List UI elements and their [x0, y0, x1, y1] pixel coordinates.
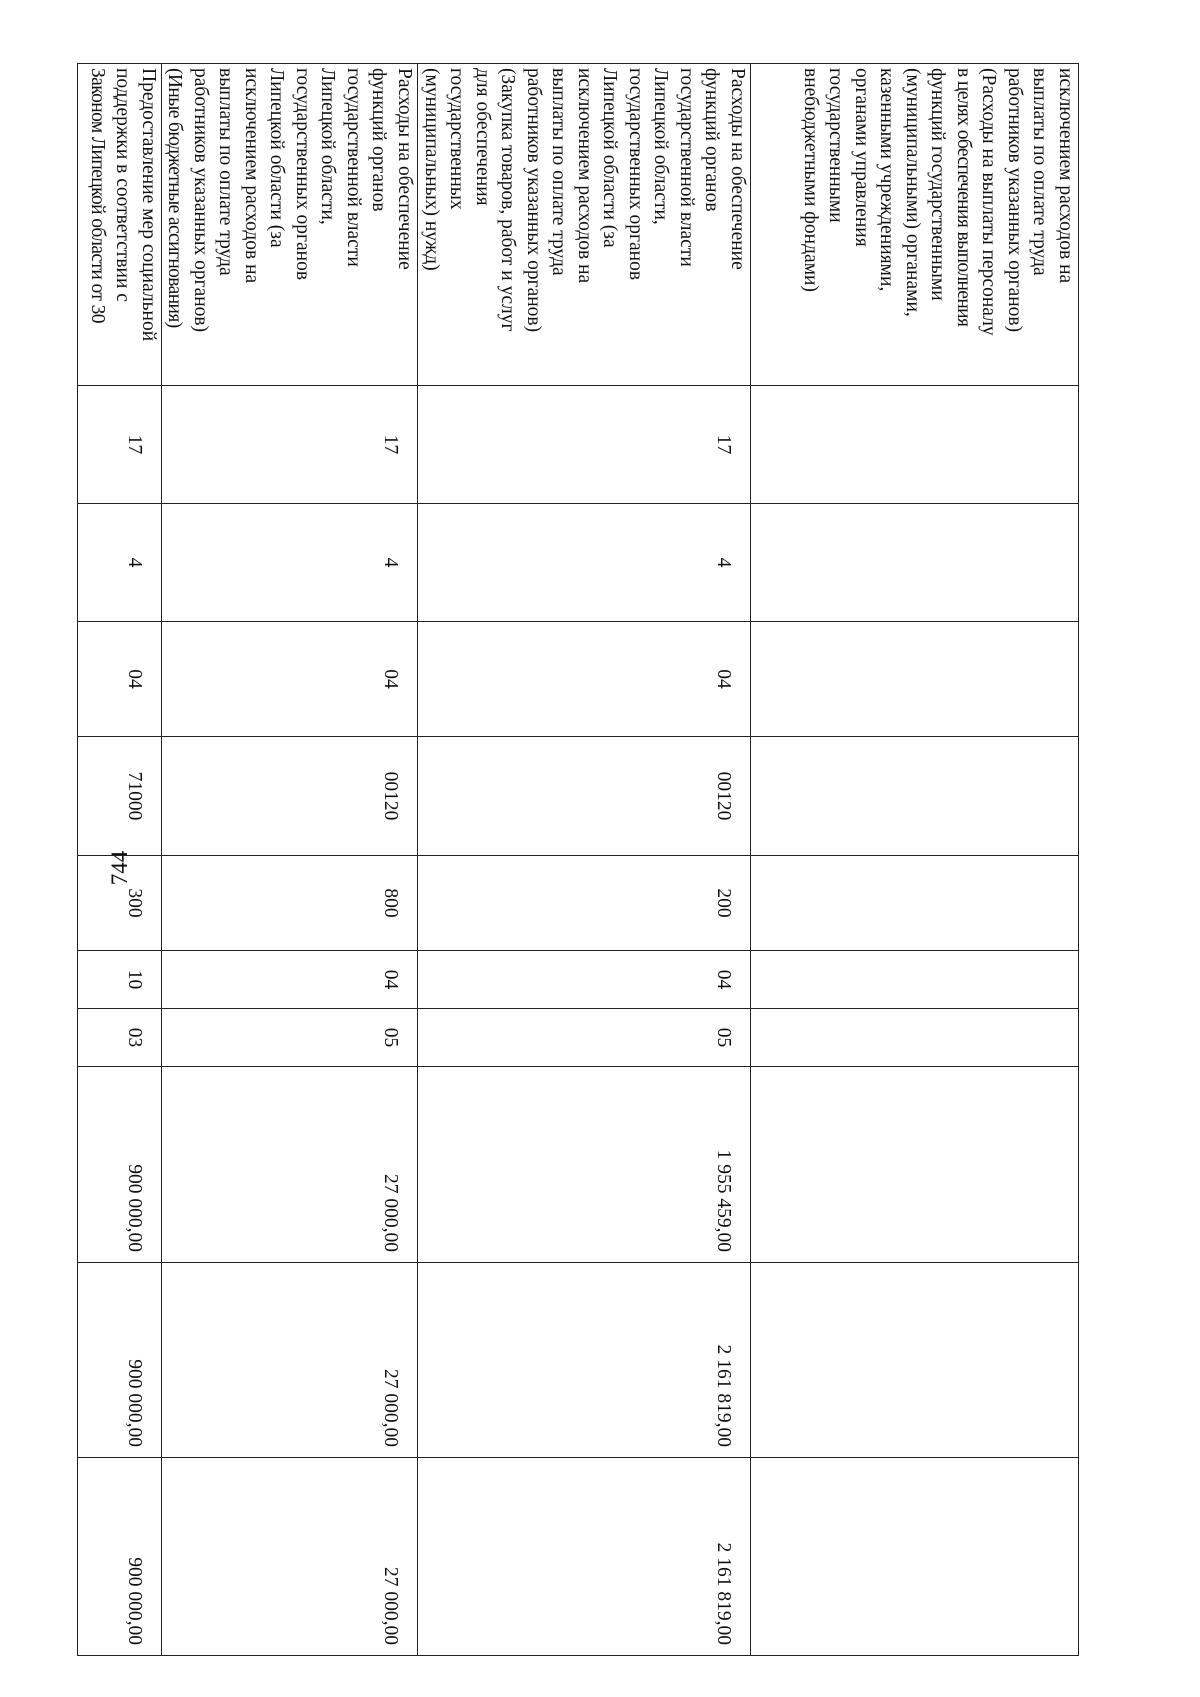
table-cell: 4 [418, 504, 751, 622]
table-cell: 00120 [162, 737, 418, 856]
amount-cell: 900 000,00 [78, 1458, 162, 1656]
table-cell [751, 856, 1079, 951]
table-row [418, 64, 751, 1656]
table-cell [751, 737, 1079, 856]
table-cell: 17 [418, 386, 751, 504]
table-cell: 05 [162, 1009, 418, 1067]
table-cell: 04 [418, 622, 751, 737]
table-cell [751, 622, 1079, 737]
amount-cell: 2 161 819,00 [418, 1458, 751, 1656]
table-cell: 04 [162, 622, 418, 737]
amount-cell: 1 955 459,00 [418, 1067, 751, 1263]
amount-cell [751, 1458, 1079, 1656]
table-cell: 4 [78, 504, 162, 622]
description-cell: Расходы на обеспечение функций органов государственной власти Липецкой области, государственных органов Липецкой области (за исключением расходов на выплаты по оплате труда работников указанных органов) (Закупка товаров, работ и услуг для обеспечения государственных (муниципальных) нужд) [418, 64, 751, 386]
table-cell: 03 [78, 1009, 162, 1067]
table-row [162, 64, 418, 1656]
amount-cell [751, 1263, 1079, 1458]
amount-cell: 27 000,00 [162, 1458, 418, 1656]
page-number: 744 [107, 850, 132, 886]
amount-cell: 27 000,00 [162, 1067, 418, 1263]
table-cell [751, 504, 1079, 622]
table-cell: 00120 [418, 737, 751, 856]
description-cell: Предоставление мер социальной поддержки в соответствии с Законом Липецкой области от 30 [78, 64, 162, 386]
table-cell: 200 [418, 856, 751, 951]
amount-cell: 2 161 819,00 [418, 1263, 751, 1458]
table-cell: 10 [78, 951, 162, 1009]
amount-cell: 900 000,00 [78, 1067, 162, 1263]
table-cell: 71000 [78, 737, 162, 856]
table-cell: 04 [78, 622, 162, 737]
table-row [751, 64, 1079, 1656]
description-cell: Расходы на обеспечение функций органов государственной власти Липецкой области, государственных органов Липецкой области (за исключением расходов на выплаты по оплате труда работников указанных органов) (Иные бюджетные ассигнования) [162, 64, 418, 386]
table-cell: 17 [162, 386, 418, 504]
table-cell: 4 [162, 504, 418, 622]
table-cell: 800 [162, 856, 418, 951]
table-row [78, 64, 162, 1656]
table-cell: 04 [162, 951, 418, 1009]
amount-cell [751, 1067, 1079, 1263]
table-cell: 17 [78, 386, 162, 504]
table-cell [751, 951, 1079, 1009]
budget-table [77, 63, 1079, 1656]
table-cell: 300 [78, 856, 162, 951]
table-cell: 05 [418, 1009, 751, 1067]
amount-cell: 27 000,00 [162, 1263, 418, 1458]
table-cell: 04 [418, 951, 751, 1009]
amount-cell: 900 000,00 [78, 1263, 162, 1458]
description-cell: исключением расходов на выплаты по оплате труда работников указанных органов) (Расходы на выплаты персоналу в целях обеспечения выполнения функций государственными (муниципальными) органами, казенными учреждениями, органами управления государственными внебюджетными фондами) [751, 64, 1079, 386]
table-cell [751, 1009, 1079, 1067]
table-cell [751, 386, 1079, 504]
